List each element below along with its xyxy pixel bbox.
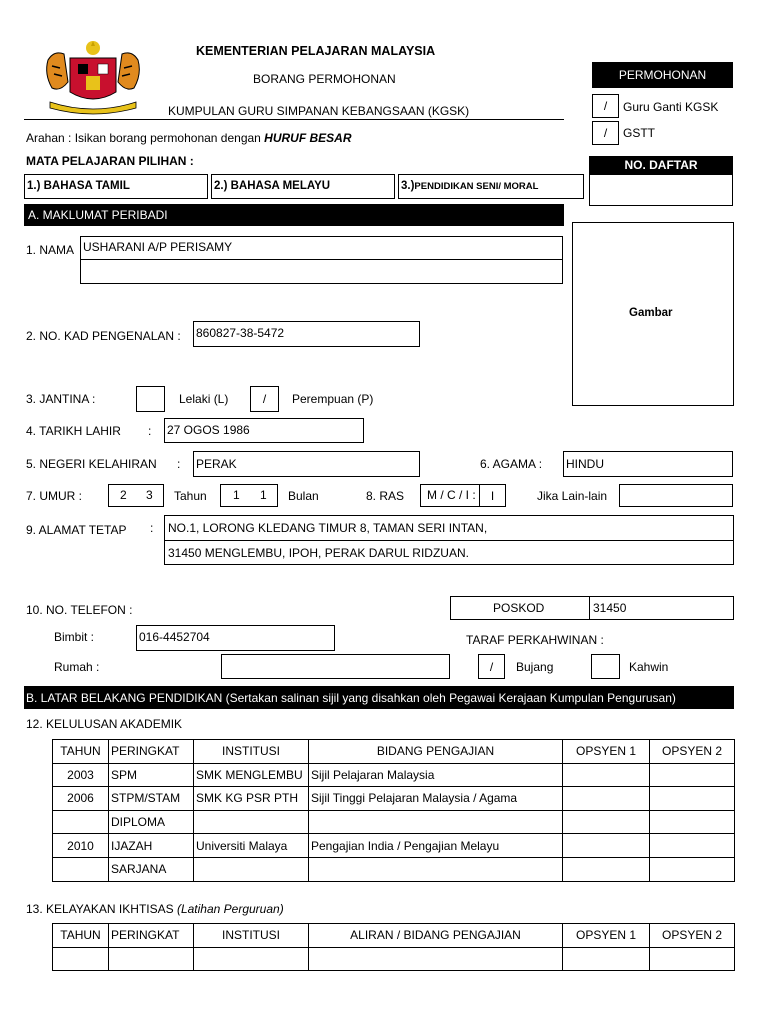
religion-field[interactable] [563, 451, 733, 477]
academic-label: 12. KELULUSAN AKADEMIK [26, 717, 183, 731]
table-cell[interactable] [563, 834, 650, 858]
prof-header: TAHUN [53, 924, 109, 948]
address-colon: : [150, 521, 154, 535]
table-cell[interactable]: DIPLOMA [109, 810, 194, 834]
mobile-label: Bimbit : [54, 630, 95, 644]
single-label: Bujang [516, 660, 554, 674]
other-race-label: Jika Lain-lain [537, 489, 608, 503]
table-cell[interactable]: 2006 [53, 787, 109, 811]
table-cell[interactable] [194, 857, 309, 881]
table-cell[interactable] [309, 810, 563, 834]
male-label: Lelaki (L) [179, 392, 229, 406]
home-label: Rumah : [54, 660, 100, 674]
subject-choice-2[interactable] [211, 174, 395, 199]
coat-of-arms-icon [40, 38, 146, 116]
table-cell[interactable] [650, 947, 735, 971]
race-options: M / C / I : [427, 488, 476, 502]
academic-table [52, 739, 735, 882]
academic-header: INSTITUSI [194, 740, 309, 764]
kgsk-checkbox[interactable]: / [592, 94, 619, 118]
age-years-field[interactable] [108, 484, 164, 507]
marital-label: TARAF PERKAHWINAN : [466, 633, 604, 647]
dob-colon: : [148, 424, 152, 438]
table-row [53, 857, 735, 881]
single-checkbox[interactable]: / [478, 654, 505, 679]
name-field-line1[interactable] [80, 236, 563, 260]
table-cell[interactable]: SPM [109, 763, 194, 787]
address-line1: NO.1, LORONG KLEDANG TIMUR 8, TAMAN SERI INTAN, [168, 521, 488, 535]
address-field-line2[interactable] [164, 540, 734, 565]
home-field[interactable] [221, 654, 450, 679]
kgsk-label: Guru Ganti KGSK [623, 100, 719, 114]
academic-header: BIDANG PENGAJIAN [309, 740, 563, 764]
reg-no-text: NO. DAFTAR [624, 158, 698, 172]
reg-no-label [589, 156, 733, 174]
prof-header: OPSYEN 2 [650, 924, 735, 948]
age-months-digit-2: 1 [260, 488, 267, 502]
table-cell[interactable] [650, 763, 735, 787]
table-cell[interactable] [650, 810, 735, 834]
postcode-field[interactable] [589, 596, 734, 620]
table-cell[interactable] [53, 810, 109, 834]
gstt-checkbox[interactable]: / [592, 121, 619, 145]
subject-choice-1-text: 1.) BAHASA TAMIL [27, 180, 130, 192]
dob-value: 27 OGOS 1986 [167, 423, 250, 437]
photo-box[interactable] [572, 222, 734, 406]
academic-header: PERINGKAT [109, 740, 194, 764]
phone-label: 10. NO. TELEFON : [26, 603, 133, 617]
table-cell[interactable] [309, 947, 563, 971]
religion-label: 6. AGAMA : [480, 457, 543, 471]
reg-no-field[interactable] [589, 174, 733, 206]
age-months-field[interactable] [220, 484, 278, 507]
subject-choice-3-num: 3.) [401, 180, 415, 192]
subject-choice-1[interactable] [24, 174, 208, 199]
race-label: 8. RAS [366, 489, 405, 503]
table-cell[interactable] [53, 947, 109, 971]
table-cell[interactable]: SMK MENGLEMBU [194, 763, 309, 787]
dob-label: 4. TARIKH LAHIR [26, 424, 121, 438]
subject-choice-3-text [401, 180, 538, 192]
header-underline [24, 119, 564, 120]
subject-choice-2-text: 2.) BAHASA MELAYU [214, 180, 331, 192]
table-cell[interactable] [563, 947, 650, 971]
subjects-heading: MATA PELAJARAN PILIHAN : [26, 154, 194, 168]
table-row [53, 787, 735, 811]
table-cell[interactable]: Sijil Tinggi Pelajaran Malaysia / Agama [309, 787, 563, 811]
section-b-title-text: B. LATAR BELAKANG PENDIDIKAN (Sertakan salinan sijil yang disahkan oleh Pegawai Kerajaan Kumpulan Pengurusan) [26, 690, 676, 705]
ic-value: 860827-38-5472 [196, 326, 285, 340]
table-cell[interactable] [650, 787, 735, 811]
table-cell[interactable] [563, 763, 650, 787]
mobile-field[interactable] [136, 625, 335, 651]
address-field-line1[interactable] [164, 515, 734, 541]
academic-header: OPSYEN 2 [650, 740, 735, 764]
application-title-text: PERMOHONAN [618, 68, 707, 82]
prof-header: OPSYEN 1 [563, 924, 650, 948]
years-label: Tahun [174, 489, 207, 503]
professional-table [52, 923, 735, 971]
age-years-digit-2: 3 [146, 488, 153, 502]
prof-header: INSTITUSI [194, 924, 309, 948]
instruction-text: Arahan : Isikan borang permohonan dengan [26, 131, 265, 145]
table-cell[interactable]: SARJANA [109, 857, 194, 881]
table-cell[interactable] [309, 857, 563, 881]
female-checkbox[interactable]: / [250, 386, 279, 412]
table-cell[interactable]: 2010 [53, 834, 109, 858]
birth-state-value: PERAK [196, 457, 237, 471]
table-cell[interactable] [53, 857, 109, 881]
subject-choice-3[interactable] [398, 174, 584, 199]
group-title: KUMPULAN GURU SIMPANAN KEBANGSAAN (KGSK) [168, 104, 470, 118]
section-a-title [24, 204, 564, 226]
ic-field[interactable] [193, 321, 420, 347]
table-cell[interactable]: 2003 [53, 763, 109, 787]
name-label: 1. NAMA [26, 243, 75, 257]
religion-value: HINDU [566, 457, 604, 471]
prof-label-italic: (Latihan Perguruan) [176, 902, 284, 916]
address-line2: 31450 MENGLEMBU, IPOH, PERAK DARUL RIDZUAN. [168, 546, 469, 560]
male-checkbox[interactable] [136, 386, 165, 412]
gstt-label: GSTT [623, 126, 655, 140]
table-cell[interactable]: Sijil Pelajaran Malaysia [309, 763, 563, 787]
postcode-value: 31450 [593, 601, 627, 615]
table-cell[interactable]: STPM/STAM [109, 787, 194, 811]
female-label: Perempuan (P) [292, 392, 374, 406]
table-row [53, 947, 735, 971]
months-label: Bulan [288, 489, 319, 503]
gender-label: 3. JANTINA : [26, 392, 96, 406]
academic-header: OPSYEN 1 [563, 740, 650, 764]
birth-state-field[interactable] [193, 451, 420, 477]
form-type: BORANG PERMOHONAN [253, 72, 396, 86]
table-row [53, 834, 735, 858]
age-label: 7. UMUR : [26, 489, 83, 503]
section-b-title [24, 686, 734, 709]
photo-label: Gambar [629, 307, 673, 319]
married-label: Kahwin [629, 660, 669, 674]
table-cell[interactable]: Universiti Malaya [194, 834, 309, 858]
age-months-digit-1: 1 [233, 488, 240, 502]
application-panel-title [592, 62, 733, 88]
birth-state-colon: : [177, 457, 181, 471]
birth-state-label: 5. NEGERI KELAHIRAN [26, 457, 157, 471]
table-cell[interactable] [563, 810, 650, 834]
instruction [26, 131, 352, 145]
ic-label: 2. NO. KAD PENGENALAN : [26, 329, 181, 343]
table-cell[interactable] [650, 834, 735, 858]
prof-label [26, 902, 284, 916]
other-race-field[interactable] [619, 484, 733, 507]
table-cell[interactable]: SMK KG PSR PTH [194, 787, 309, 811]
table-cell[interactable]: IJAZAH [109, 834, 194, 858]
table-cell[interactable] [563, 787, 650, 811]
prof-header: ALIRAN / BIDANG PENGAJIAN [309, 924, 563, 948]
prof-header-row [53, 924, 735, 948]
race-field[interactable]: I [479, 484, 506, 507]
subject-choice-3-rest: PENDIDIKAN SENI/ MORAL [414, 181, 539, 192]
ministry-title: KEMENTERIAN PELAJARAN MALAYSIA [196, 44, 436, 58]
race-options-box [420, 484, 480, 507]
postcode-label-box [450, 596, 590, 620]
table-cell[interactable] [194, 947, 309, 971]
address-label: 9. ALAMAT TETAP [26, 523, 127, 537]
table-cell[interactable]: Pengajian India / Pengajian Melayu [309, 834, 563, 858]
postcode-label: POSKOD [493, 601, 545, 615]
table-cell[interactable] [194, 810, 309, 834]
table-cell[interactable] [650, 857, 735, 881]
name-value: USHARANI A/P PERISAMY [83, 240, 233, 254]
table-row [53, 763, 735, 787]
section-a-title-text: A. MAKLUMAT PERIBADI [28, 208, 168, 222]
dob-field[interactable] [164, 418, 364, 443]
table-cell[interactable] [563, 857, 650, 881]
name-field-line2[interactable] [80, 259, 563, 284]
academic-header-row [53, 740, 735, 764]
prof-header: PERINGKAT [109, 924, 194, 948]
married-checkbox[interactable] [591, 654, 620, 679]
academic-header: TAHUN [53, 740, 109, 764]
prof-label-text: 13. KELAYAKAN IKHTISAS [26, 902, 177, 916]
table-cell[interactable] [109, 947, 194, 971]
mobile-value: 016-4452704 [139, 630, 210, 644]
instruction-emphasis: HURUF BESAR [264, 131, 352, 145]
age-years-digit-1: 2 [120, 488, 127, 502]
table-row [53, 810, 735, 834]
